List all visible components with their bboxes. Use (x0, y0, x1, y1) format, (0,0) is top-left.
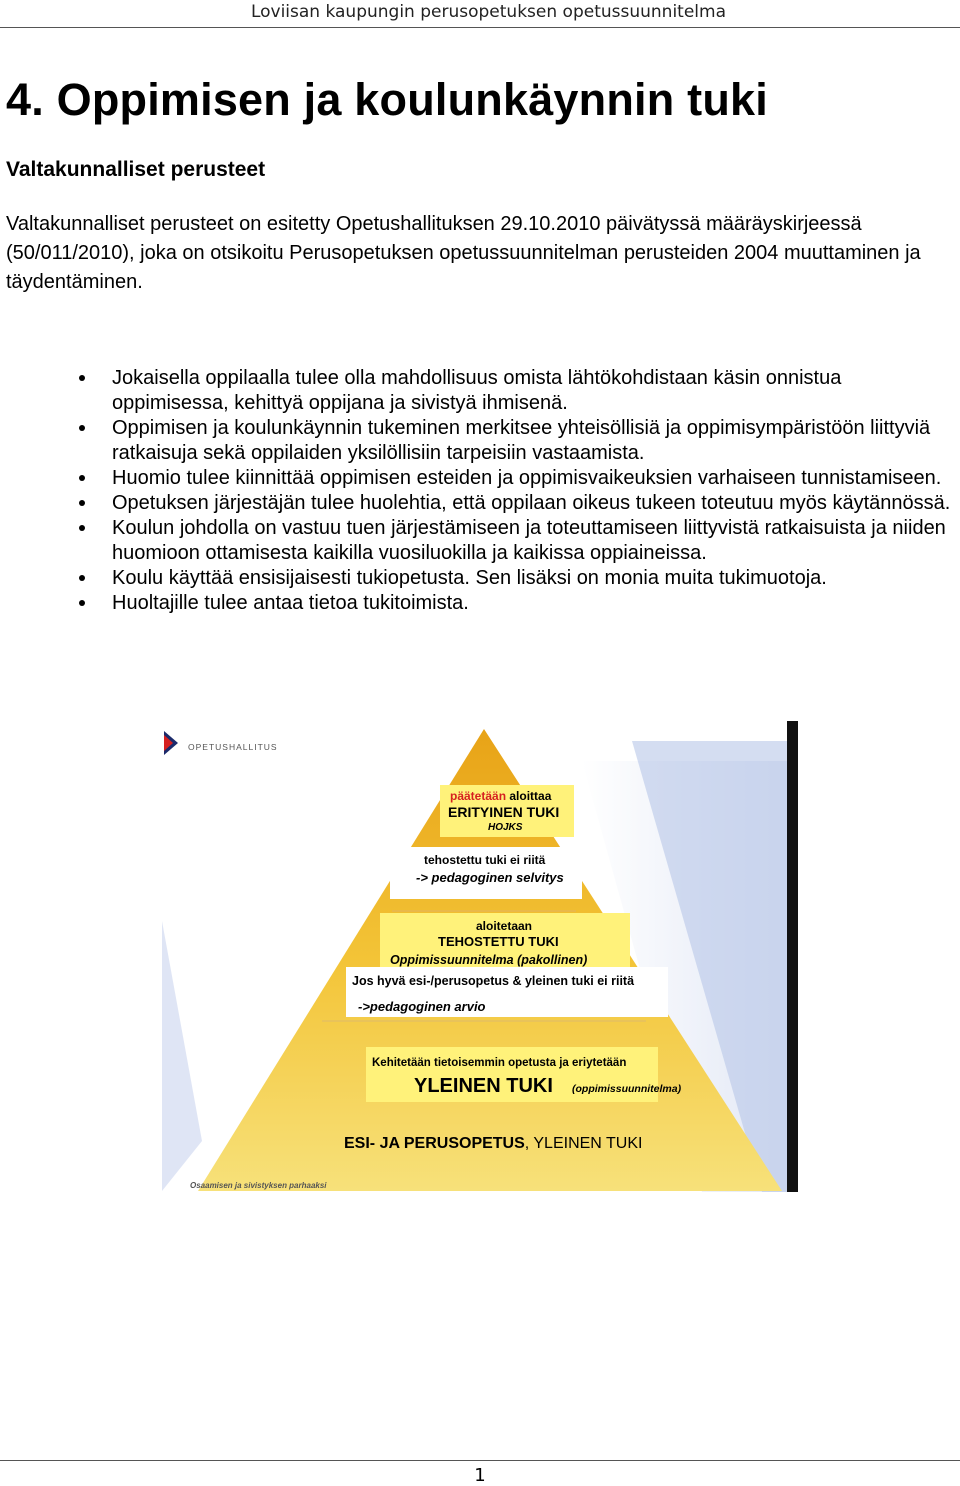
step2-line1: tehostettu tuki ei riitä (424, 853, 546, 867)
top-label (450, 789, 552, 803)
list-item (79, 491, 957, 516)
logo-text: OPETUSHALLITUS (188, 742, 278, 752)
mid-title: TEHOSTETTU TUKI (438, 934, 559, 949)
list-item-text: Koulu käyttää ensisijaisesti tukiopetusta. Sen lisäksi on monia muita tukimuotoja. (112, 567, 827, 589)
list-item-text: Jokaisella oppilaalla tulee olla mahdollisuus omista lähtökohdistaan käsin onnistua oppimisessa, kehittyä oppijana ja sivistyä ihmisenä. (112, 367, 842, 414)
top-title: ERITYINEN TUKI (448, 804, 560, 820)
bullet-list (79, 366, 957, 616)
bullet-icon (79, 575, 85, 581)
figure-edge (787, 721, 798, 1192)
list-item (79, 566, 957, 591)
list-item-text: Koulun johdolla on vastuu tuen järjestämiseen ja toteuttamiseen liittyvistä ratkaisuista ja niiden huomioon ottamisesta kaikilla vuosiluokilla ja kaikissa oppiaineissa. (112, 517, 946, 564)
list-item (79, 366, 957, 416)
bullet-icon (79, 475, 85, 481)
list-item (79, 591, 957, 616)
list-item-text: Opetuksen järjestäjän tulee huolehtia, että oppilaan oikeus tukeen toteutuu myös käytännössä. (112, 492, 951, 514)
step1-line1: Jos hyvä esi-/perusopetus & yleinen tuki ei riitä (352, 974, 635, 988)
footer-divider (0, 1460, 960, 1461)
bullet-icon (79, 600, 85, 606)
footer-slogan: Osaamisen ja sivistyksen parhaaksi (190, 1181, 327, 1190)
mid-line1: aloitetaan (476, 919, 533, 933)
list-item-text: Oppimisen ja koulunkäynnin tukeminen merkitsee yhteisöllisiä ja oppimisympäristöön liittyviä ratkaisuja sekä oppilaiden yksilöllisiin tarpeisiin vastaamista. (112, 417, 931, 464)
bullet-icon (79, 375, 85, 381)
top-label-rest: aloittaa (506, 789, 552, 803)
step2-line2: -> pedagoginen selvitys (416, 870, 564, 885)
list-item (79, 416, 957, 466)
bullet-icon (79, 500, 85, 506)
list-item (79, 466, 957, 491)
bottom-caption (344, 1135, 642, 1152)
page-title: 4. Oppimisen ja koulunkäynnin tuki (6, 74, 768, 125)
page-header (0, 0, 960, 28)
base-line1: Kehitetään tietoisemmin opetusta ja eriytetään (372, 1057, 627, 1069)
bullet-icon (79, 425, 85, 431)
running-title: Loviisan kaupungin perusopetuksen opetussuunnitelma (250, 2, 726, 22)
base-title: YLEINEN TUKI (414, 1075, 553, 1097)
bottom-caption-bold: ESI- JA PERUSOPETUS (344, 1135, 525, 1152)
list-item-text: Huomio tulee kiinnittää oppimisen esteiden ja oppimisvaikeuksien varhaiseen tunnistamiseen. (112, 467, 942, 489)
bullet-icon (79, 525, 85, 531)
bottom-caption-rest: , YLEINEN TUKI (524, 1135, 643, 1152)
list-item-text: Huoltajille tulee antaa tietoa tukitoimista. (112, 592, 469, 614)
section-subtitle: Valtakunnalliset perusteet (6, 158, 266, 181)
support-pyramid-figure (162, 721, 798, 1192)
base-sub: (oppimissuunnitelma) (572, 1083, 682, 1095)
mid-sub: Oppimissuunnitelma (pakollinen) (390, 953, 588, 967)
top-sub: HOJKS (488, 822, 523, 833)
page-number: 1 (474, 1465, 486, 1486)
pyramid-diagram (162, 721, 798, 1192)
list-item (79, 516, 957, 566)
intro-paragraph: Valtakunnalliset perusteet on esitetty Opetushallituksen 29.10.2010 päivätyssä määräyskirjeessä (50/011/2010), joka on otsikoitu Perusopetuksen opetussuunnitelman perusteiden 2004 muuttaminen ja täydentäminen. (6, 213, 921, 293)
step1-line2: ->pedagoginen arvio (358, 999, 486, 1014)
top-label-red: päätetään (450, 789, 507, 803)
